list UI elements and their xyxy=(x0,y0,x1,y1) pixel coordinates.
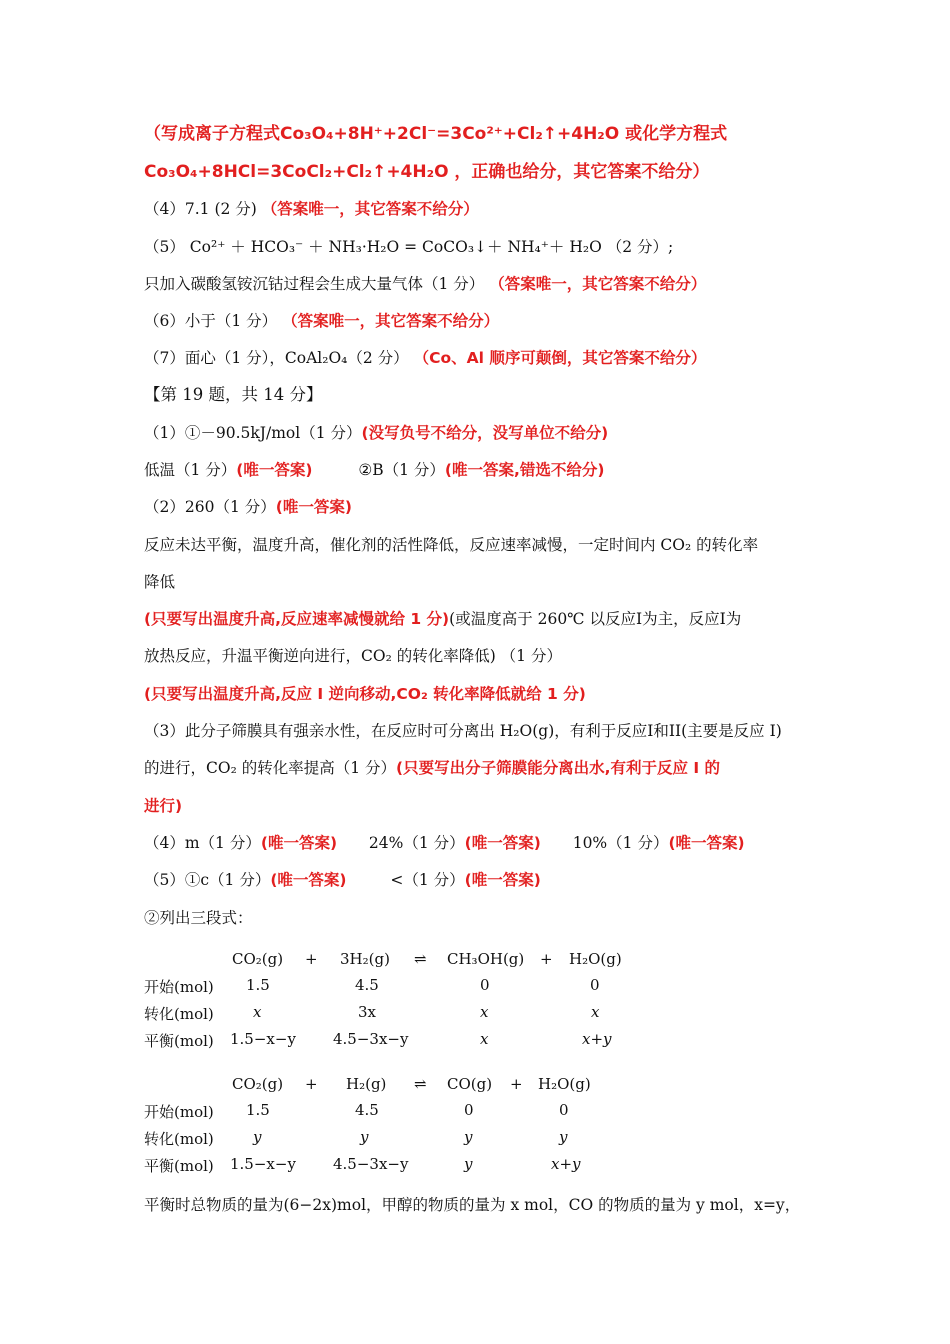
q19-3-answer: 的进行，CO₂ 的转化率提高（1 分） xyxy=(144,759,396,777)
t1-r2-label: 平衡(mol) xyxy=(144,1032,214,1050)
t1-r1-c0: x xyxy=(253,1003,262,1021)
t1-h1: + xyxy=(305,950,318,968)
t2-h0: CO₂(g) xyxy=(232,1075,284,1093)
q19-2-line xyxy=(144,497,352,517)
t1-r0-c1: 4.5 xyxy=(355,976,379,994)
t2-r1-c2: y xyxy=(464,1128,473,1146)
q19-5-three-stage-intro: ②列出三段式： xyxy=(144,909,253,927)
q19-2-grading-note-2: (只要写出温度升高,反应 I 逆向移动,CO₂ 转化率降低就给 1 分) xyxy=(144,685,586,703)
t2-h1: + xyxy=(305,1075,318,1093)
t1-r2-c2: x xyxy=(480,1030,489,1048)
t2-r0-c3: 0 xyxy=(559,1101,569,1119)
t1-r1-label: 转化(mol) xyxy=(144,1005,214,1023)
t2-h4: CO(g) xyxy=(447,1075,493,1093)
q19-4-note-b: (唯一答案) xyxy=(464,834,541,852)
t1-r2-c1: 4.5−3x−y xyxy=(333,1030,409,1048)
q6-note: （答案唯一，其它答案不给分） xyxy=(282,312,500,330)
t2-r2-label: 平衡(mol) xyxy=(144,1157,214,1175)
q19-5-answer-a: （5）①c（1 分） xyxy=(144,871,271,889)
q19-2-note: (唯一答案) xyxy=(275,498,352,516)
q19-5-note-b: (唯一答案) xyxy=(464,871,541,889)
t2-r0-label: 开始(mol) xyxy=(144,1103,214,1121)
q19-1b-line xyxy=(144,460,604,480)
t2-r1-c1: y xyxy=(360,1128,369,1146)
q19-4-note-a: (唯一答案) xyxy=(260,834,338,852)
q4-answer: （4）7.1 (2 分) xyxy=(144,200,257,218)
q4-note: （答案唯一，其它答案不给分） xyxy=(261,200,479,218)
equilibrium-summary-line: 平衡时总物质的量为(6−2x)mol，甲醇的物质的量为 x mol，CO 的物质的量为 y mol，x=y， xyxy=(144,1196,801,1214)
t1-r1-c3: x xyxy=(591,1003,600,1021)
q19-5-note-a: (唯一答案) xyxy=(270,871,347,889)
q19-4-answer-c: 10%（1 分） xyxy=(572,834,669,852)
section-heading-q19: 【第 19 题，共 14 分】 xyxy=(144,385,323,404)
t2-r2-c2: y xyxy=(464,1155,473,1173)
q19-1c-answer: ②B（1 分） xyxy=(358,461,445,479)
t2-r0-c0: 1.5 xyxy=(246,1101,270,1119)
answer-note-line-2: Co₃O₄+8HCl=3CoCl₂+Cl₂↑+4H₂O ，正确也给分，其它答案不给分） xyxy=(144,162,710,182)
q19-4-note-c: (唯一答案) xyxy=(668,834,745,852)
q4-answer-line xyxy=(144,199,479,219)
q19-3-note: (只要写出分子筛膜能分离出水,有利于反应 I 的 xyxy=(396,759,721,777)
q7-answer-line xyxy=(144,348,706,368)
t1-r2-c0: 1.5−x−y xyxy=(230,1030,296,1048)
q19-2-grading-note: (只要写出温度升高,反应速率减慢就给 1 分) xyxy=(144,610,450,628)
answer-note-line-1: （写成离子方程式Co₃O₄+8H⁺+2Cl⁻=3Co²⁺+Cl₂↑+4H₂O 或化学方程式 xyxy=(144,124,728,144)
t1-h4: CH₃OH(g) xyxy=(447,950,525,968)
q19-2-alt-answer: (或温度高于 260℃ 以反应I为主，反应I为 xyxy=(449,610,742,628)
q5-note: （答案唯一，其它答案不给分） xyxy=(489,275,707,293)
q19-2-explanation-2: 降低 xyxy=(144,573,176,591)
q5-equation: （5） Co²⁺ ＋ HCO₃⁻ ＋ NH₃·H₂O = CoCO₃↓＋ NH₄⁺＋ H₂O （2 分）; xyxy=(144,238,674,256)
t2-r1-c0: y xyxy=(253,1128,262,1146)
t2-r0-c1: 4.5 xyxy=(355,1101,379,1119)
t1-r0-label: 开始(mol) xyxy=(144,978,214,996)
q19-2-explanation-1: 反应未达平衡，温度升高，催化剂的活性降低，反应速率减慢，一定时间内 CO₂ 的转化率 xyxy=(144,536,759,554)
q19-2-alt-answer-2: 放热反应，升温平衡逆向进行，CO₂ 的转化率降低) （1 分） xyxy=(144,647,562,665)
q19-3-line-2 xyxy=(144,758,720,778)
q7-note: （Co、Al 顺序可颠倒，其它答案不给分） xyxy=(413,349,707,367)
t1-r0-c3: 0 xyxy=(590,976,600,994)
t1-h3: ⇌ xyxy=(414,950,427,968)
t1-h2: 3H₂(g) xyxy=(340,950,390,968)
t1-r2-c3: x+y xyxy=(582,1030,612,1048)
t1-h6: H₂O(g) xyxy=(569,950,622,968)
q19-1c-note: (唯一答案,错选不给分) xyxy=(444,461,605,479)
q19-5-line xyxy=(144,870,541,890)
q5-reason-line xyxy=(144,274,706,294)
q19-1-line xyxy=(144,423,608,443)
q19-2-answer: （2）260（1 分） xyxy=(144,498,276,516)
t1-r0-c0: 1.5 xyxy=(246,976,270,994)
t1-h5: + xyxy=(540,950,553,968)
q19-4-answer-b: 24%（1 分） xyxy=(368,834,465,852)
q19-1b-answer: 低温（1 分） xyxy=(144,461,237,479)
q19-4-answer-a: （4）m（1 分） xyxy=(144,834,261,852)
t2-r2-c0: 1.5−x−y xyxy=(230,1155,296,1173)
q5-reason: 只加入碳酸氢铵沉钴过程会生成大量气体（1 分） xyxy=(144,275,485,293)
t1-r1-c1: 3x xyxy=(358,1003,377,1021)
t2-r0-c2: 0 xyxy=(464,1101,474,1119)
t2-r1-c3: y xyxy=(559,1128,568,1146)
q19-2-grading-line xyxy=(144,609,741,629)
q19-1b-note: (唯一答案) xyxy=(236,461,313,479)
q19-4-line xyxy=(144,833,745,853)
q19-1-note: (没写负号不给分，没写单位不给分) xyxy=(361,424,609,442)
t2-r1-label: 转化(mol) xyxy=(144,1130,214,1148)
t2-r2-c1: 4.5−3x−y xyxy=(333,1155,409,1173)
q19-3-line-1: （3）此分子筛膜具有强亲水性，在反应时可分离出 H₂O(g)，有利于反应I和II(主要是反应 I) xyxy=(144,722,782,740)
t2-r2-c3: x+y xyxy=(551,1155,581,1173)
q19-5-answer-b: <（1 分） xyxy=(390,871,465,889)
q19-3-note-end: 进行) xyxy=(144,797,183,815)
t2-h2: H₂(g) xyxy=(346,1075,387,1093)
t1-r0-c2: 0 xyxy=(480,976,490,994)
t1-h0: CO₂(g) xyxy=(232,950,284,968)
q6-answer: （6）小于（1 分） xyxy=(144,312,278,330)
t2-h5: + xyxy=(510,1075,523,1093)
q6-answer-line xyxy=(144,311,499,331)
t2-h3: ⇌ xyxy=(414,1075,427,1093)
q7-answer: （7）面心（1 分），CoAl₂O₄（2 分） xyxy=(144,349,409,367)
t2-h6: H₂O(g) xyxy=(538,1075,591,1093)
q19-1-answer: （1）①－90.5kJ/mol（1 分） xyxy=(144,424,362,442)
t1-r1-c2: x xyxy=(480,1003,489,1021)
